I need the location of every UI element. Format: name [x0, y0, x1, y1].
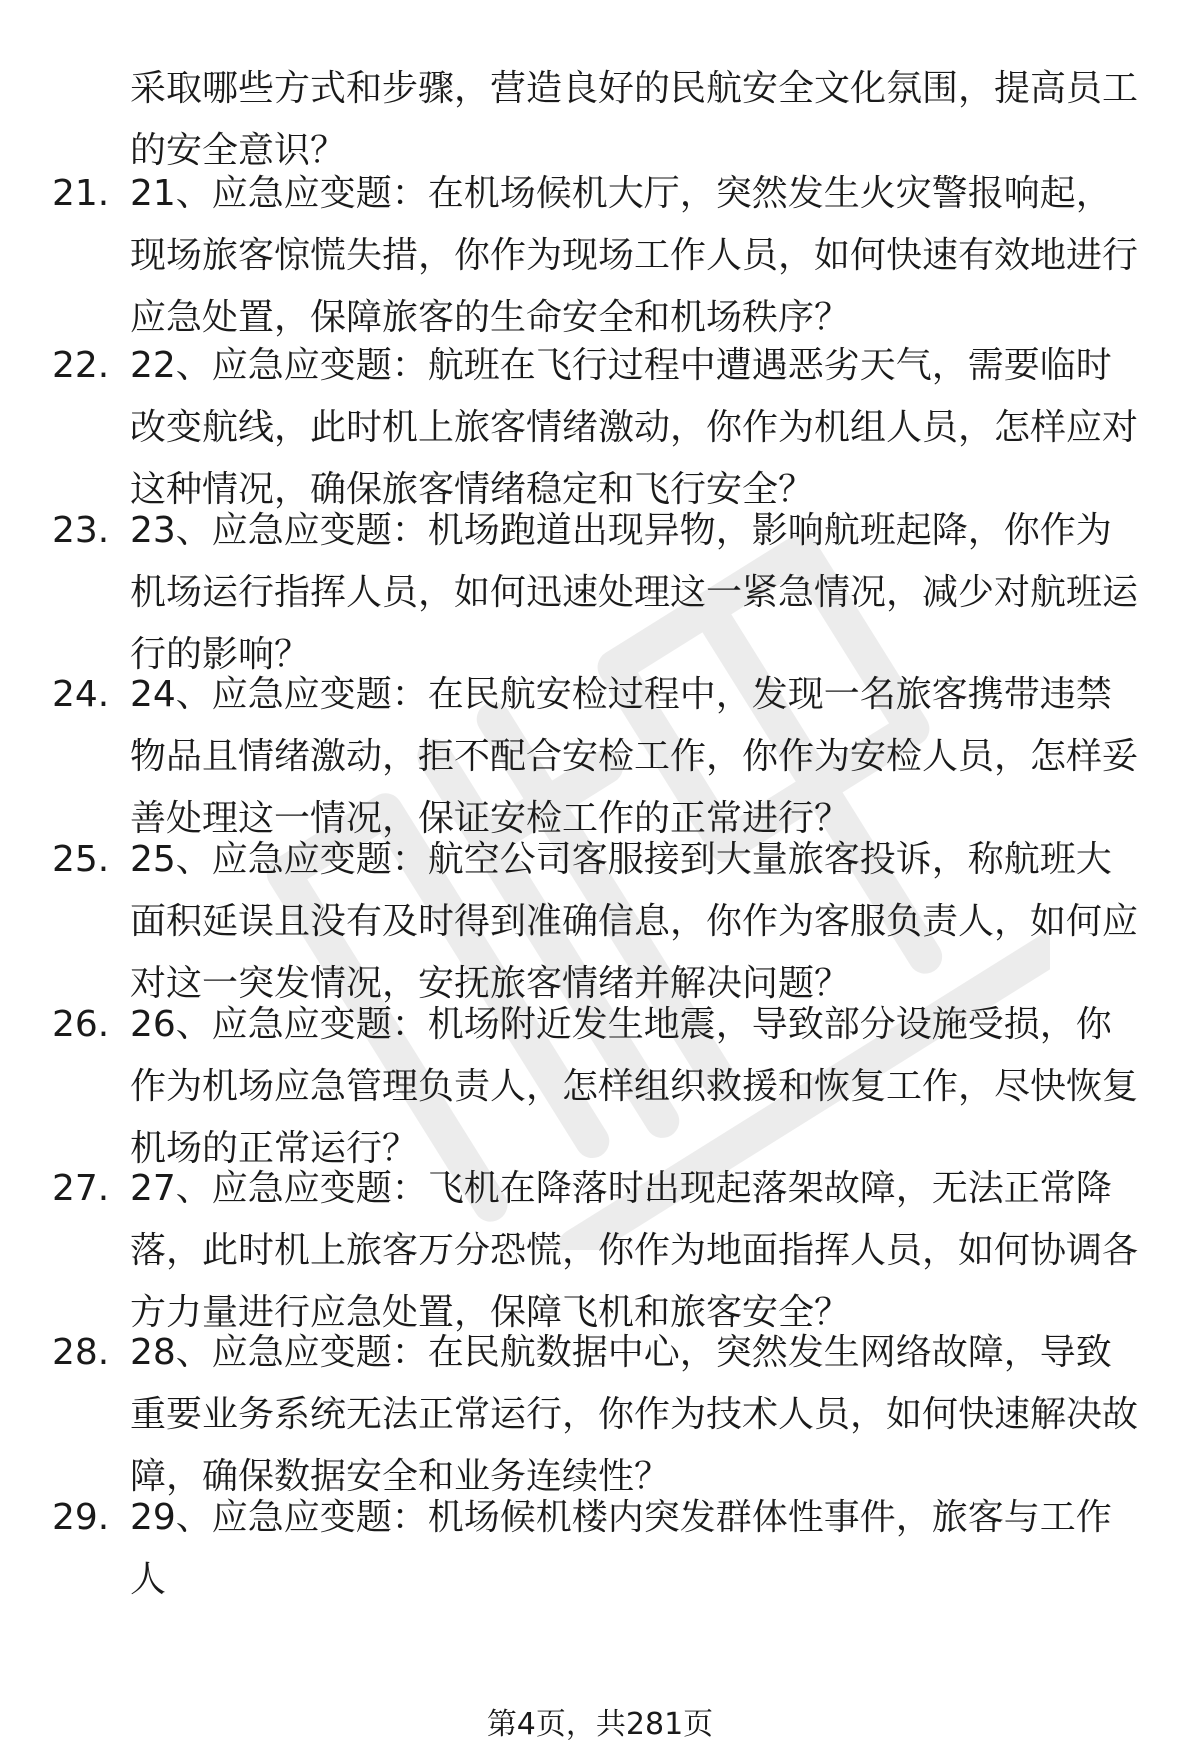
list-number: 26.	[52, 1004, 110, 1045]
list-item-28	[0, 1322, 1200, 1512]
question-text: 23、应急应变题：机场跑道出现异物，影响航班起降，你作为机场运行指挥人员，如何迅速处理这一紧急情况，减少对航班运行的影响？	[130, 510, 1139, 675]
question-text: 22、应急应变题：航班在飞行过程中遭遇恶劣天气，需要临时改变航线，此时机上旅客情绪激动，你作为机组人员，怎样应对这种情况，确保旅客情绪稳定和飞行安全？	[130, 345, 1139, 510]
list-item-22	[0, 335, 1200, 525]
list-number: 28.	[52, 1332, 110, 1373]
list-number: 24.	[52, 674, 110, 715]
list-number: 21.	[52, 173, 110, 214]
list-item-24	[0, 664, 1200, 854]
continuation-paragraph: 采取哪些方式和步骤，营造良好的民航安全文化氛围，提高员工的安全意识？	[130, 68, 1139, 171]
question-text: 28、应急应变题：在民航数据中心，突然发生网络故障，导致重要业务系统无法正常运行，你作为技术人员，如何快速解决故障，确保数据安全和业务连续性？	[130, 1332, 1139, 1497]
list-number: 25.	[52, 839, 110, 880]
list-number: 27.	[52, 1168, 110, 1209]
list-number: 23.	[52, 510, 110, 551]
question-text: 29、应急应变题：机场候机楼内突发群体性事件，旅客与工作人	[130, 1497, 1112, 1600]
question-text: 24、应急应变题：在民航安检过程中，发现一名旅客携带违禁物品且情绪激动，拒不配合安检工作，你作为安检人员，怎样妥善处理这一情况，保证安检工作的正常进行？	[130, 674, 1139, 839]
list-item-29	[0, 1487, 1200, 1600]
question-text: 25、应急应变题：航空公司客服接到大量旅客投诉，称航班大面积延误且没有及时得到准确信息，你作为客服负责人，如何应对这一突发情况，安抚旅客情绪并解决问题？	[130, 839, 1139, 1004]
list-item-26	[0, 994, 1200, 1184]
question-text: 26、应急应变题：机场附近发生地震，导致部分设施受损，你作为机场应急管理负责人，怎样组织救援和恢复工作，尽快恢复机场的正常运行？	[130, 1004, 1139, 1169]
list-item-27	[0, 1158, 1200, 1348]
question-text: 27、应急应变题：飞机在降落时出现起落架故障，无法正常降落，此时机上旅客万分恐慌，你作为地面指挥人员，如何协调各方力量进行应急处置，保障飞机和旅客安全？	[130, 1168, 1139, 1333]
list-item-25	[0, 829, 1200, 1019]
list-item-23	[0, 500, 1200, 690]
page-footer: 第4页，共281页	[486, 1707, 714, 1742]
list-number: 29.	[52, 1497, 110, 1538]
question-text: 21、应急应变题：在机场候机大厅，突然发生火灾警报响起，现场旅客惊慌失措，你作为现场工作人员，如何快速有效地进行应急处置，保障旅客的生命安全和机场秩序？	[130, 173, 1139, 338]
list-number: 22.	[52, 345, 110, 386]
list-item-21	[0, 163, 1200, 353]
